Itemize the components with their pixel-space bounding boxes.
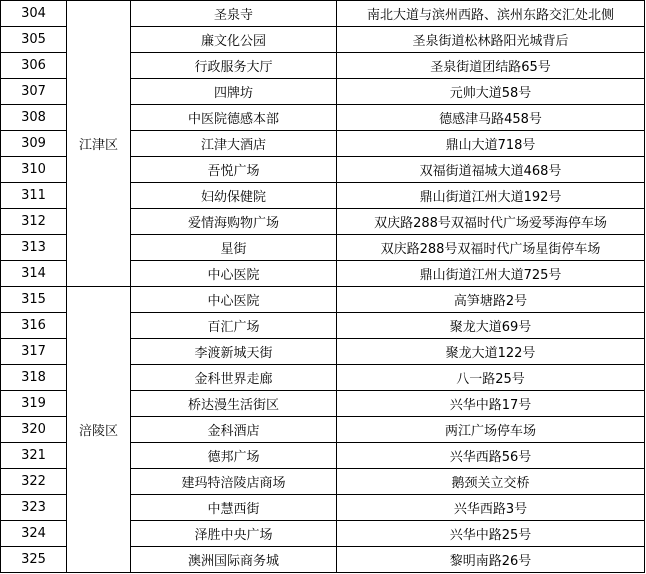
- location-name: 行政服务大厅: [131, 53, 337, 79]
- location-name: 中心医院: [131, 287, 337, 313]
- row-number: 324: [1, 521, 67, 547]
- location-address: 兴华中路25号: [337, 521, 645, 547]
- location-name: 吾悦广场: [131, 157, 337, 183]
- row-number: 319: [1, 391, 67, 417]
- row-number: 321: [1, 443, 67, 469]
- row-number: 306: [1, 53, 67, 79]
- row-number: 307: [1, 79, 67, 105]
- location-address: 圣泉街道松林路阳光城背后: [337, 27, 645, 53]
- row-number: 310: [1, 157, 67, 183]
- location-name: 中医院德感本部: [131, 105, 337, 131]
- location-name: 圣泉寺: [131, 1, 337, 27]
- row-number: 322: [1, 469, 67, 495]
- location-address: 聚龙大道69号: [337, 313, 645, 339]
- row-number: 325: [1, 547, 67, 573]
- row-number: 315: [1, 287, 67, 313]
- location-address: 鹅颈关立交桥: [337, 469, 645, 495]
- row-number: 312: [1, 209, 67, 235]
- location-name: 百汇广场: [131, 313, 337, 339]
- row-number: 313: [1, 235, 67, 261]
- location-name: 中心医院: [131, 261, 337, 287]
- location-address: 兴华西路56号: [337, 443, 645, 469]
- location-address: 南北大道与滨州西路、滨州东路交汇处北侧: [337, 1, 645, 27]
- location-name: 星街: [131, 235, 337, 261]
- location-address: 双庆路288号双福时代广场爱琴海停车场: [337, 209, 645, 235]
- location-address: 圣泉街道团结路65号: [337, 53, 645, 79]
- location-address: 兴华中路17号: [337, 391, 645, 417]
- location-address: 鼎山街道江州大道192号: [337, 183, 645, 209]
- location-name: 金科酒店: [131, 417, 337, 443]
- location-address: 高笋塘路2号: [337, 287, 645, 313]
- location-address: 德感津马路458号: [337, 105, 645, 131]
- location-address: 双福街道福城大道468号: [337, 157, 645, 183]
- row-number: 311: [1, 183, 67, 209]
- row-number: 308: [1, 105, 67, 131]
- row-number: 317: [1, 339, 67, 365]
- location-name: 廉文化公园: [131, 27, 337, 53]
- location-name: 妇幼保健院: [131, 183, 337, 209]
- row-number: 320: [1, 417, 67, 443]
- table-row: [1, 1, 645, 27]
- location-name: 四牌坊: [131, 79, 337, 105]
- table-body: [1, 1, 645, 573]
- location-address: 两江广场停车场: [337, 417, 645, 443]
- row-number: 316: [1, 313, 67, 339]
- location-name: 李渡新城天街: [131, 339, 337, 365]
- location-address: 鼎山街道江州大道725号: [337, 261, 645, 287]
- row-number: 304: [1, 1, 67, 27]
- row-number: 305: [1, 27, 67, 53]
- location-name: 中慧西街: [131, 495, 337, 521]
- location-name: 桥达漫生活街区: [131, 391, 337, 417]
- location-address: 兴华西路3号: [337, 495, 645, 521]
- location-name: 爱情海购物广场: [131, 209, 337, 235]
- location-address: 黎明南路26号: [337, 547, 645, 573]
- location-name: 德邦广场: [131, 443, 337, 469]
- district-cell: 涪陵区: [67, 287, 131, 573]
- location-address: 八一路25号: [337, 365, 645, 391]
- location-name: 澳洲国际商务城: [131, 547, 337, 573]
- row-number: 323: [1, 495, 67, 521]
- location-address: 聚龙大道122号: [337, 339, 645, 365]
- location-address: 双庆路288号双福时代广场星街停车场: [337, 235, 645, 261]
- table-row: [1, 287, 645, 313]
- district-cell: 江津区: [67, 1, 131, 287]
- location-address: 元帅大道58号: [337, 79, 645, 105]
- row-number: 309: [1, 131, 67, 157]
- location-name: 建玛特涪陵店商场: [131, 469, 337, 495]
- location-name: 金科世界走廊: [131, 365, 337, 391]
- location-name: 泽胜中央广场: [131, 521, 337, 547]
- location-address: 鼎山大道718号: [337, 131, 645, 157]
- location-name: 江津大酒店: [131, 131, 337, 157]
- row-number: 318: [1, 365, 67, 391]
- row-number: 314: [1, 261, 67, 287]
